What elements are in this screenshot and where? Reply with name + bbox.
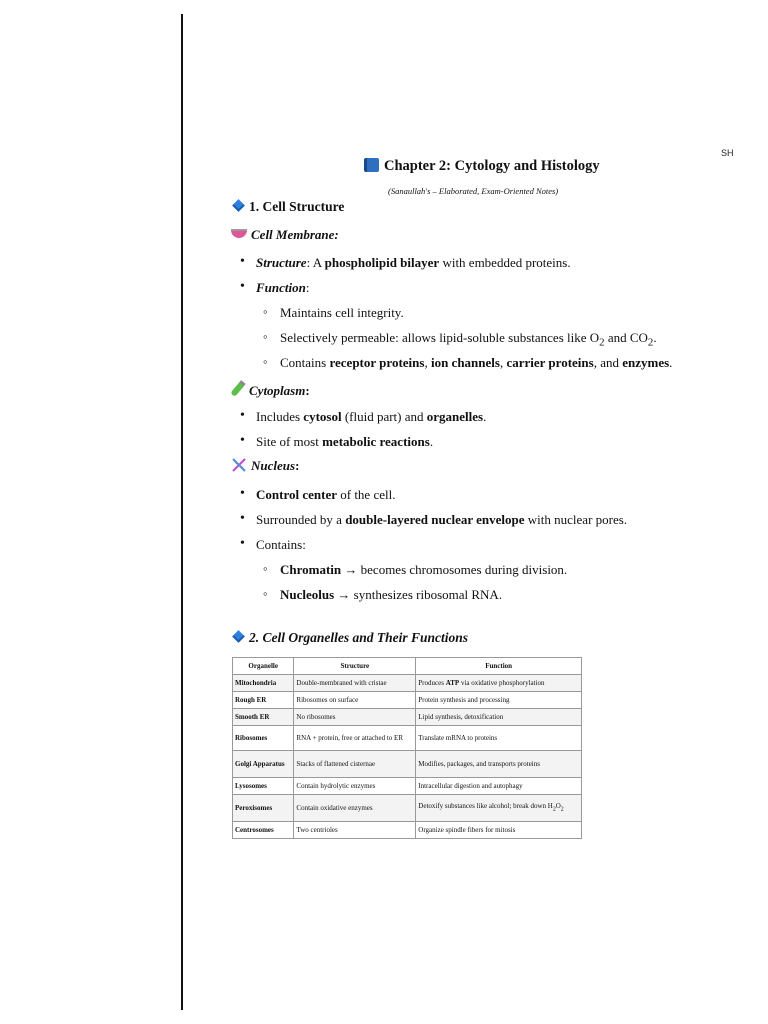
text: Includes — [256, 409, 304, 424]
text: . — [483, 409, 487, 424]
sub-list-item — [280, 330, 657, 349]
blue-book-icon — [364, 158, 379, 172]
label-structure: Structure — [256, 255, 307, 270]
table-row — [233, 778, 582, 795]
sub-list-item — [280, 355, 672, 371]
bold-text: ATP — [445, 678, 460, 687]
subscript: 2 — [560, 806, 564, 813]
list-item — [256, 409, 486, 425]
bold-text: carrier proteins — [506, 355, 594, 370]
page-margin-line — [181, 14, 183, 1010]
corner-mark: SH — [721, 148, 734, 158]
table-row — [233, 751, 582, 778]
cell-organelle: Peroxisomes — [233, 795, 294, 822]
bold-text: cytosol — [303, 409, 342, 424]
text: . — [653, 330, 657, 345]
text: of the cell. — [336, 487, 396, 502]
bold-text: Chromatin — [280, 562, 342, 577]
cell-organelle: Smooth ER — [233, 709, 294, 726]
text: O — [555, 802, 561, 811]
list-item — [256, 512, 627, 528]
cell-function: Translate mRNA to proteins — [416, 726, 582, 751]
cell-function — [416, 795, 582, 822]
sub-list-item — [280, 587, 502, 603]
subheading-nucleus — [231, 458, 299, 474]
subscript: 2 — [552, 806, 556, 813]
text: : — [305, 383, 310, 398]
petri-dish-icon — [231, 229, 247, 238]
text: via oxidative phosphorylation — [459, 678, 545, 687]
cell-organelle: Ribosomes — [233, 726, 294, 751]
section-heading-cell-structure — [232, 199, 344, 215]
section-heading-text: 2. Cell Organelles and Their Functions — [249, 630, 469, 645]
list-item: • Contains: — [256, 537, 306, 553]
table-header-row — [233, 658, 582, 675]
column-header: Function — [416, 658, 582, 675]
column-header: Structure — [294, 658, 416, 675]
text: , and — [593, 355, 623, 370]
subheading-text: Nucleus — [251, 458, 296, 473]
cell-function: Organize spindle fibers for mitosis — [416, 822, 582, 839]
section-heading-text: 1. Cell Structure — [249, 199, 345, 214]
cell-structure: Contain hydrolytic enzymes — [294, 778, 416, 795]
subheading-text: Cell Membrane: — [251, 227, 339, 242]
bold-text: metabolic reactions — [322, 434, 430, 449]
text: Detoxify substances like alcohol; break down H — [418, 802, 553, 811]
subscript: 2 — [647, 336, 654, 349]
table-row — [233, 726, 582, 751]
text: with nuclear pores. — [524, 512, 628, 527]
bold-text: receptor proteins — [329, 355, 425, 370]
sub-list-item: ◦ Maintains cell integrity. — [280, 305, 404, 321]
cell-structure: Double-membraned with cristae — [294, 675, 416, 692]
cell-structure: RNA + protein, free or attached to ER — [294, 726, 416, 751]
text: Produces — [418, 678, 446, 687]
text: : A — [306, 255, 325, 270]
list-item — [256, 255, 571, 271]
cell-function: Intracellular digestion and autophagy — [416, 778, 582, 795]
text: : — [305, 280, 310, 295]
text: . — [429, 434, 434, 449]
bold-text: Nucleolus — [280, 587, 335, 602]
text: Contains — [280, 355, 330, 370]
cell-organelle: Rough ER — [233, 692, 294, 709]
cell-structure: Ribosomes on surface — [294, 692, 416, 709]
cell-function — [416, 675, 582, 692]
text: (fluid part) and — [341, 409, 427, 424]
text: with embedded proteins. — [439, 255, 571, 270]
table-row — [233, 709, 582, 726]
subheading-cell-membrane — [231, 227, 339, 243]
text: , — [499, 355, 507, 370]
list-item — [256, 280, 309, 296]
text: Surrounded by a — [256, 512, 346, 527]
cell-structure: Two centrioles — [294, 822, 416, 839]
bold-text: ion channels — [430, 355, 500, 370]
label-function: Function — [256, 280, 306, 295]
subscript: 2 — [599, 336, 605, 349]
cell-structure: No ribosomes — [294, 709, 416, 726]
section-heading-organelles — [232, 630, 468, 646]
table-row — [233, 822, 582, 839]
bold-text: enzymes — [622, 355, 670, 370]
text: and CO — [604, 330, 648, 345]
page-subtitle: (Sanaullah's – Elaborated, Exam-Oriented Notes) — [388, 186, 559, 196]
page-title — [364, 158, 600, 175]
subheading-text: Cytoplasm — [249, 383, 306, 398]
text: Site of most — [256, 434, 323, 449]
bold-text: double-layered nuclear envelope — [345, 512, 525, 527]
subheading-cytoplasm — [231, 380, 310, 399]
cell-organelle: Lysosomes — [233, 778, 294, 795]
text: → becomes chromosomes during division. — [341, 562, 568, 577]
cell-organelle: Mitochondria — [233, 675, 294, 692]
table-row — [233, 675, 582, 692]
test-tube-icon — [230, 380, 246, 397]
text: : — [295, 458, 300, 473]
cell-function: Modifies, packages, and transports proteins — [416, 751, 582, 778]
text: Selectively permeable: allows lipid-soluble substances like O — [280, 330, 600, 345]
text: . — [669, 355, 673, 370]
bold-text: organelles — [426, 409, 484, 424]
cell-organelle: Centrosomes — [233, 822, 294, 839]
cell-function: Lipid synthesis, detoxification — [416, 709, 582, 726]
bold-text: phospholipid bilayer — [324, 255, 440, 270]
list-item — [256, 434, 433, 450]
table-row — [233, 692, 582, 709]
column-header: Organelle — [233, 658, 294, 675]
text: , — [424, 355, 431, 370]
table-row — [233, 795, 582, 822]
organelles-table — [232, 657, 582, 839]
blue-diamond-icon — [232, 630, 245, 643]
cell-structure: Contain oxidative enzymes — [294, 795, 416, 822]
page-title-text: Chapter 2: Cytology and Histology — [384, 158, 600, 174]
list-item — [256, 487, 395, 503]
sub-list-item — [280, 562, 567, 578]
bold-text: Control center — [256, 487, 337, 502]
cell-organelle: Golgi Apparatus — [233, 751, 294, 778]
cell-structure: Stacks of flattened cisternae — [294, 751, 416, 778]
dna-icon — [231, 458, 247, 472]
cell-function: Protein synthesis and processing — [416, 692, 582, 709]
text: → synthesizes ribosomal RNA. — [334, 587, 503, 602]
blue-diamond-icon — [232, 199, 245, 212]
